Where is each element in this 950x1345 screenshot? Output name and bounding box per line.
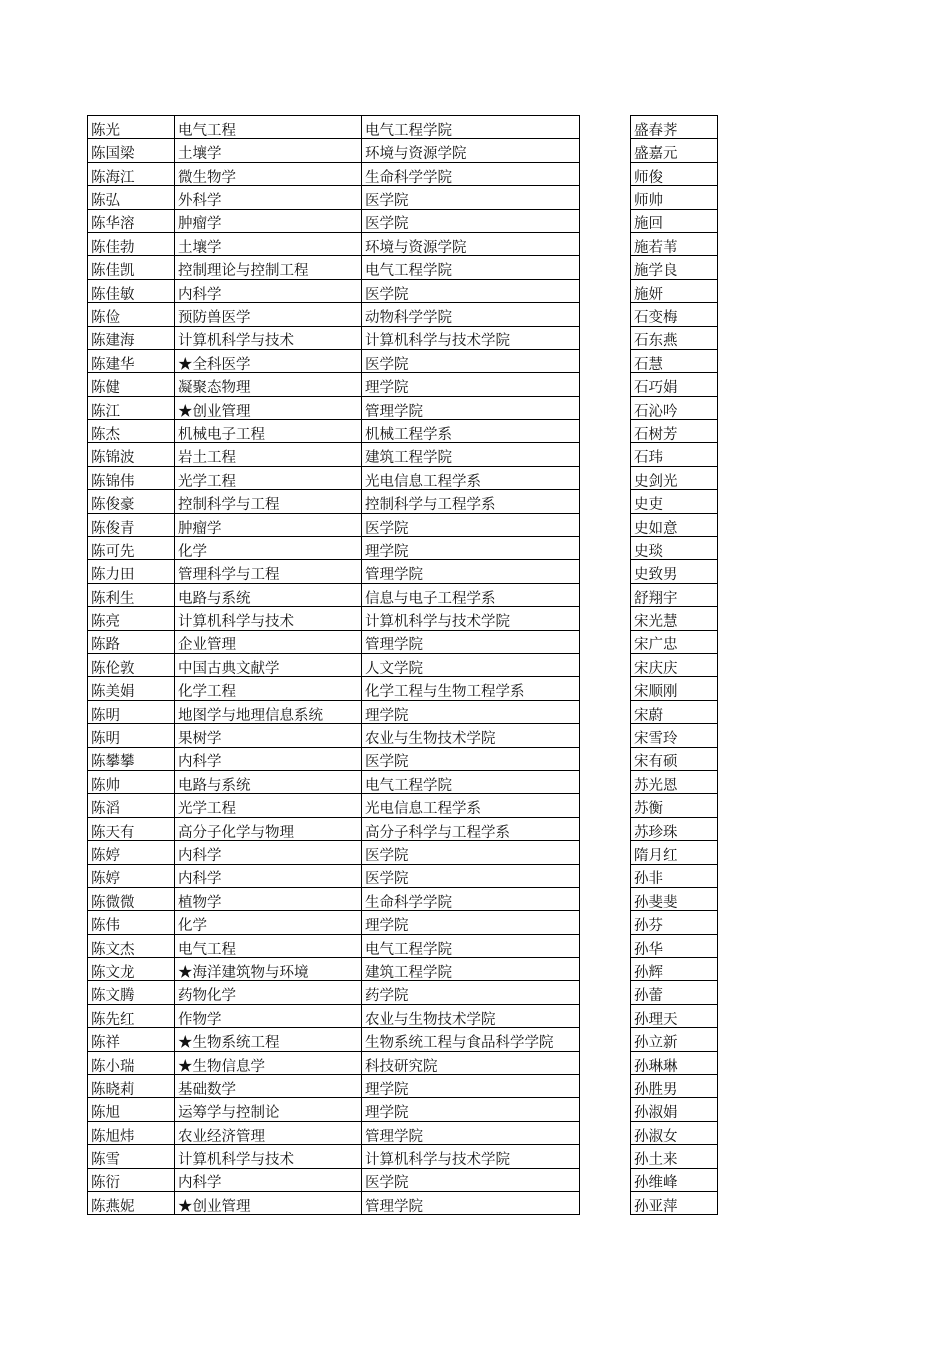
name-cell[interactable]: 石慧	[631, 349, 718, 372]
college-cell[interactable]: 生命科学学院	[362, 887, 580, 910]
name-cell[interactable]: 陈俭	[88, 303, 175, 326]
name-cell[interactable]: 宋有硕	[631, 747, 718, 770]
table-row	[631, 396, 718, 419]
name-cell[interactable]: 史琰	[631, 537, 718, 560]
table-row	[631, 794, 718, 817]
college-cell[interactable]: 环境与资源学院	[362, 232, 580, 255]
table-row	[88, 1145, 580, 1168]
table-row	[88, 1075, 580, 1098]
table-row	[631, 911, 718, 934]
table-row	[631, 770, 718, 793]
table-row	[88, 864, 580, 887]
table-row	[631, 934, 718, 957]
college-cell[interactable]: 医学院	[362, 513, 580, 536]
major-cell[interactable]: 内科学	[175, 747, 362, 770]
college-cell[interactable]: 电气工程学院	[362, 934, 580, 957]
major-cell[interactable]: 光学工程	[175, 466, 362, 489]
table-row	[88, 256, 580, 279]
major-cell[interactable]: 预防兽医学	[175, 303, 362, 326]
college-cell[interactable]: 管理学院	[362, 1121, 580, 1144]
college-cell[interactable]: 光电信息工程学系	[362, 794, 580, 817]
name-cell[interactable]: 孙芬	[631, 911, 718, 934]
major-cell[interactable]: 基础数学	[175, 1075, 362, 1098]
major-cell[interactable]: 内科学	[175, 841, 362, 864]
major-cell[interactable]: 运筹学与控制论	[175, 1098, 362, 1121]
side-table-body	[631, 116, 718, 1215]
major-cell[interactable]: 内科学	[175, 279, 362, 302]
main-table-body	[88, 116, 580, 1215]
major-cell[interactable]: 土壤学	[175, 139, 362, 162]
table-row	[88, 677, 580, 700]
table-row	[631, 958, 718, 981]
table-row	[88, 934, 580, 957]
table-row	[631, 232, 718, 255]
table-row	[88, 513, 580, 536]
side-table	[630, 115, 718, 1215]
major-cell[interactable]: 电路与系统	[175, 770, 362, 793]
name-cell[interactable]: 孙辉	[631, 958, 718, 981]
name-cell[interactable]: 陈滔	[88, 794, 175, 817]
college-cell[interactable]: 机械工程学系	[362, 420, 580, 443]
table-row	[88, 911, 580, 934]
major-cell[interactable]: 高分子化学与物理	[175, 817, 362, 840]
table-row	[631, 1004, 718, 1027]
major-cell[interactable]: 控制科学与工程	[175, 490, 362, 513]
table-row	[88, 583, 580, 606]
college-cell[interactable]: 理学院	[362, 1075, 580, 1098]
name-cell[interactable]: 陈婷	[88, 864, 175, 887]
table-row	[631, 747, 718, 770]
table-row	[88, 420, 580, 443]
name-cell[interactable]: 陈伦敦	[88, 653, 175, 676]
major-cell[interactable]: 光学工程	[175, 794, 362, 817]
name-cell[interactable]: 陈锦伟	[88, 466, 175, 489]
table-row	[631, 724, 718, 747]
name-cell[interactable]: 陈晓莉	[88, 1075, 175, 1098]
table-row	[631, 841, 718, 864]
name-cell[interactable]: 孙胜男	[631, 1075, 718, 1098]
table-row	[631, 1075, 718, 1098]
name-cell[interactable]: 孙淑娟	[631, 1098, 718, 1121]
table-row	[631, 490, 718, 513]
major-cell[interactable]: 作物学	[175, 1004, 362, 1027]
name-cell[interactable]: 陈文龙	[88, 958, 175, 981]
table-row	[88, 232, 580, 255]
college-cell[interactable]: 计算机科学与技术学院	[362, 326, 580, 349]
college-cell[interactable]: 理学院	[362, 1098, 580, 1121]
name-cell[interactable]: 陈光	[88, 116, 175, 139]
college-cell[interactable]: 人文学院	[362, 653, 580, 676]
college-cell[interactable]: 管理学院	[362, 396, 580, 419]
major-cell[interactable]: 中国古典文献学	[175, 653, 362, 676]
college-cell[interactable]: 管理学院	[362, 560, 580, 583]
name-cell[interactable]: 史致男	[631, 560, 718, 583]
college-cell[interactable]: 控制科学与工程学系	[362, 490, 580, 513]
name-cell[interactable]: 石沁吟	[631, 396, 718, 419]
table-row	[88, 279, 580, 302]
name-cell[interactable]: 孙斐斐	[631, 887, 718, 910]
table-row	[88, 373, 580, 396]
table-row	[88, 537, 580, 560]
table-row	[88, 817, 580, 840]
name-cell[interactable]: 宋光慧	[631, 607, 718, 630]
name-cell[interactable]: 陈旭	[88, 1098, 175, 1121]
college-cell[interactable]: 光电信息工程学系	[362, 466, 580, 489]
college-cell[interactable]: 管理学院	[362, 630, 580, 653]
major-cell[interactable]: 内科学	[175, 864, 362, 887]
college-cell[interactable]: 电气工程学院	[362, 256, 580, 279]
name-cell[interactable]: 陈俊豪	[88, 490, 175, 513]
name-cell[interactable]: 陈雪	[88, 1145, 175, 1168]
table-row	[631, 537, 718, 560]
major-cell[interactable]: 肿瘤学	[175, 513, 362, 536]
college-cell[interactable]: 医学院	[362, 1168, 580, 1191]
college-cell[interactable]: 计算机科学与技术学院	[362, 607, 580, 630]
name-cell[interactable]: 陈健	[88, 373, 175, 396]
major-cell[interactable]: ★创业管理	[175, 1191, 362, 1214]
table-row	[631, 981, 718, 1004]
name-cell[interactable]: 施学良	[631, 256, 718, 279]
name-cell[interactable]: 陈帅	[88, 770, 175, 793]
college-cell[interactable]: 生物系统工程与食品科学学院	[362, 1028, 580, 1051]
major-cell[interactable]: 农业经济管理	[175, 1121, 362, 1144]
table-row	[631, 630, 718, 653]
major-cell[interactable]: 地图学与地理信息系统	[175, 700, 362, 723]
major-cell[interactable]: 电路与系统	[175, 583, 362, 606]
name-cell[interactable]: 陈佳凯	[88, 256, 175, 279]
table-row	[88, 209, 580, 232]
name-cell[interactable]: 石巧娟	[631, 373, 718, 396]
table-row	[631, 864, 718, 887]
name-cell[interactable]: 陈天有	[88, 817, 175, 840]
table-row	[88, 396, 580, 419]
name-cell[interactable]: 苏光恩	[631, 770, 718, 793]
major-cell[interactable]: 微生物学	[175, 162, 362, 185]
college-cell[interactable]: 医学院	[362, 747, 580, 770]
major-cell[interactable]: 机械电子工程	[175, 420, 362, 443]
name-cell[interactable]: 陈海江	[88, 162, 175, 185]
college-cell[interactable]: 环境与资源学院	[362, 139, 580, 162]
table-row	[631, 653, 718, 676]
major-cell[interactable]: 肿瘤学	[175, 209, 362, 232]
name-cell[interactable]: 盛春荠	[631, 116, 718, 139]
table-row	[88, 560, 580, 583]
table-row	[631, 560, 718, 583]
name-cell[interactable]: 陈伟	[88, 911, 175, 934]
college-cell[interactable]: 化学工程与生物工程学系	[362, 677, 580, 700]
college-cell[interactable]: 农业与生物技术学院	[362, 1004, 580, 1027]
name-cell[interactable]: 史吏	[631, 490, 718, 513]
table-row	[631, 1121, 718, 1144]
table-row	[88, 490, 580, 513]
table-row	[88, 349, 580, 372]
table-row	[631, 1098, 718, 1121]
table-row	[631, 607, 718, 630]
name-cell[interactable]: 隋月红	[631, 841, 718, 864]
name-cell[interactable]: 陈可先	[88, 537, 175, 560]
table-row	[88, 139, 580, 162]
major-cell[interactable]: 企业管理	[175, 630, 362, 653]
college-cell[interactable]: 电气工程学院	[362, 770, 580, 793]
table-row	[631, 1051, 718, 1074]
table-row	[88, 1098, 580, 1121]
major-cell[interactable]: 电气工程	[175, 934, 362, 957]
name-cell[interactable]: 陈力田	[88, 560, 175, 583]
name-cell[interactable]: 陈弘	[88, 186, 175, 209]
name-cell[interactable]: 陈微微	[88, 887, 175, 910]
table-row	[88, 607, 580, 630]
name-cell[interactable]: 陈利生	[88, 583, 175, 606]
name-cell[interactable]: 石变梅	[631, 303, 718, 326]
table-row	[88, 770, 580, 793]
college-cell[interactable]: 电气工程学院	[362, 116, 580, 139]
name-cell[interactable]: 孙维峰	[631, 1168, 718, 1191]
college-cell[interactable]: 理学院	[362, 700, 580, 723]
major-cell[interactable]: ★创业管理	[175, 396, 362, 419]
table-row	[631, 677, 718, 700]
name-cell[interactable]: 宋雪玲	[631, 724, 718, 747]
name-cell[interactable]: 陈建华	[88, 349, 175, 372]
major-cell[interactable]: 果树学	[175, 724, 362, 747]
major-cell[interactable]: 凝聚态物理	[175, 373, 362, 396]
table-row	[631, 817, 718, 840]
table-row	[88, 841, 580, 864]
major-cell[interactable]: ★全科医学	[175, 349, 362, 372]
major-cell[interactable]: 岩土工程	[175, 443, 362, 466]
name-cell[interactable]: 陈亮	[88, 607, 175, 630]
name-cell[interactable]: 陈明	[88, 700, 175, 723]
name-cell[interactable]: 孙立新	[631, 1028, 718, 1051]
table-row	[88, 981, 580, 1004]
major-cell[interactable]: 内科学	[175, 1168, 362, 1191]
name-cell[interactable]: 施回	[631, 209, 718, 232]
table-row	[631, 1028, 718, 1051]
college-cell[interactable]: 医学院	[362, 186, 580, 209]
college-cell[interactable]: 生命科学学院	[362, 162, 580, 185]
name-cell[interactable]: 孙蕾	[631, 981, 718, 1004]
name-cell[interactable]: 陈燕妮	[88, 1191, 175, 1214]
name-cell[interactable]: 陈俊青	[88, 513, 175, 536]
college-cell[interactable]: 理学院	[362, 537, 580, 560]
table-row	[631, 373, 718, 396]
table-row	[88, 1051, 580, 1074]
name-cell[interactable]: 宋庆庆	[631, 653, 718, 676]
college-cell[interactable]: 医学院	[362, 864, 580, 887]
table-row	[631, 583, 718, 606]
table-row	[88, 1168, 580, 1191]
major-cell[interactable]: 土壤学	[175, 232, 362, 255]
name-cell[interactable]: 孙非	[631, 864, 718, 887]
table-row	[88, 794, 580, 817]
name-cell[interactable]: 陈祥	[88, 1028, 175, 1051]
name-cell[interactable]: 苏珍珠	[631, 817, 718, 840]
name-cell[interactable]: 陈江	[88, 396, 175, 419]
name-cell[interactable]: 宋顺刚	[631, 677, 718, 700]
name-cell[interactable]: 石树芳	[631, 420, 718, 443]
name-cell[interactable]: 陈攀攀	[88, 747, 175, 770]
name-cell[interactable]: 孙亚萍	[631, 1191, 718, 1214]
college-cell[interactable]: 理学院	[362, 373, 580, 396]
name-cell[interactable]: 宋蔚	[631, 700, 718, 723]
major-cell[interactable]: 管理科学与工程	[175, 560, 362, 583]
name-cell[interactable]: 孙淑女	[631, 1121, 718, 1144]
name-cell[interactable]: 孙琳琳	[631, 1051, 718, 1074]
college-cell[interactable]: 农业与生物技术学院	[362, 724, 580, 747]
name-cell[interactable]: 陈杰	[88, 420, 175, 443]
name-cell[interactable]: 陈锦波	[88, 443, 175, 466]
table-row	[88, 1004, 580, 1027]
college-cell[interactable]: 建筑工程学院	[362, 958, 580, 981]
name-cell[interactable]: 陈华溶	[88, 209, 175, 232]
name-cell[interactable]: 石玮	[631, 443, 718, 466]
name-cell[interactable]: 陈佳勃	[88, 232, 175, 255]
table-row	[88, 887, 580, 910]
name-cell[interactable]: 陈建海	[88, 326, 175, 349]
name-cell[interactable]: 陈明	[88, 724, 175, 747]
table-row	[631, 420, 718, 443]
name-cell[interactable]: 陈旭炜	[88, 1121, 175, 1144]
name-cell[interactable]: 盛嘉元	[631, 139, 718, 162]
college-cell[interactable]: 高分子科学与工程学系	[362, 817, 580, 840]
college-cell[interactable]: 计算机科学与技术学院	[362, 1145, 580, 1168]
major-cell[interactable]: 电气工程	[175, 116, 362, 139]
name-cell[interactable]: 陈国梁	[88, 139, 175, 162]
table-row	[631, 513, 718, 536]
table-row	[631, 326, 718, 349]
major-cell[interactable]: 药物化学	[175, 981, 362, 1004]
name-cell[interactable]: 陈文腾	[88, 981, 175, 1004]
table-row	[631, 443, 718, 466]
table-row	[631, 186, 718, 209]
college-cell[interactable]: 药学院	[362, 981, 580, 1004]
name-cell[interactable]: 陈路	[88, 630, 175, 653]
college-cell[interactable]: 管理学院	[362, 1191, 580, 1214]
college-cell[interactable]: 科技研究院	[362, 1051, 580, 1074]
table-row	[631, 1168, 718, 1191]
table-row	[88, 630, 580, 653]
major-cell[interactable]: 植物学	[175, 887, 362, 910]
table-row	[88, 747, 580, 770]
table-row	[88, 326, 580, 349]
name-cell[interactable]: 石东燕	[631, 326, 718, 349]
name-cell[interactable]: 史如意	[631, 513, 718, 536]
table-row	[631, 303, 718, 326]
college-cell[interactable]: 理学院	[362, 911, 580, 934]
name-cell[interactable]: 宋广忠	[631, 630, 718, 653]
table-row	[88, 1121, 580, 1144]
major-cell[interactable]: ★生物系统工程	[175, 1028, 362, 1051]
table-row	[631, 1145, 718, 1168]
college-cell[interactable]: 动物科学学院	[362, 303, 580, 326]
name-cell[interactable]: 陈佳敏	[88, 279, 175, 302]
table-row	[631, 700, 718, 723]
major-cell[interactable]: 计算机科学与技术	[175, 1145, 362, 1168]
table-row	[631, 1191, 718, 1214]
table-row	[631, 466, 718, 489]
name-cell[interactable]: 孙土来	[631, 1145, 718, 1168]
name-cell[interactable]: 史剑光	[631, 466, 718, 489]
major-cell[interactable]: ★生物信息学	[175, 1051, 362, 1074]
table-row	[631, 256, 718, 279]
table-row	[631, 209, 718, 232]
name-cell[interactable]: 孙华	[631, 934, 718, 957]
table-row	[631, 139, 718, 162]
name-cell[interactable]: 陈衍	[88, 1168, 175, 1191]
table-row	[88, 724, 580, 747]
name-cell[interactable]: 陈小瑞	[88, 1051, 175, 1074]
major-cell[interactable]: 化学工程	[175, 677, 362, 700]
table-row	[88, 958, 580, 981]
major-cell[interactable]: 化学	[175, 911, 362, 934]
table-row	[88, 443, 580, 466]
college-cell[interactable]: 医学院	[362, 349, 580, 372]
major-cell[interactable]: 化学	[175, 537, 362, 560]
table-row	[88, 466, 580, 489]
table-row	[88, 1028, 580, 1051]
table-row	[88, 116, 580, 139]
table-row	[631, 279, 718, 302]
name-cell[interactable]: 师俊	[631, 162, 718, 185]
name-cell[interactable]: 施若苇	[631, 232, 718, 255]
table-row	[88, 303, 580, 326]
name-cell[interactable]: 施妍	[631, 279, 718, 302]
table-row	[88, 700, 580, 723]
table-row	[631, 887, 718, 910]
major-cell[interactable]: ★海洋建筑物与环境	[175, 958, 362, 981]
name-cell[interactable]: 陈文杰	[88, 934, 175, 957]
table-row	[88, 1191, 580, 1214]
name-cell[interactable]: 陈美娟	[88, 677, 175, 700]
table-row	[631, 162, 718, 185]
college-cell[interactable]: 医学院	[362, 209, 580, 232]
college-cell[interactable]: 建筑工程学院	[362, 443, 580, 466]
major-cell[interactable]: 外科学	[175, 186, 362, 209]
name-cell[interactable]: 舒翔宇	[631, 583, 718, 606]
name-cell[interactable]: 苏衡	[631, 794, 718, 817]
name-cell[interactable]: 陈先红	[88, 1004, 175, 1027]
table-row	[631, 349, 718, 372]
major-cell[interactable]: 控制理论与控制工程	[175, 256, 362, 279]
major-cell[interactable]: 计算机科学与技术	[175, 607, 362, 630]
college-cell[interactable]: 医学院	[362, 279, 580, 302]
name-cell[interactable]: 师帅	[631, 186, 718, 209]
college-cell[interactable]: 信息与电子工程学系	[362, 583, 580, 606]
table-row	[88, 653, 580, 676]
name-cell[interactable]: 孙理天	[631, 1004, 718, 1027]
table-row	[88, 162, 580, 185]
table-row	[88, 186, 580, 209]
main-table	[87, 115, 580, 1215]
table-row	[631, 116, 718, 139]
major-cell[interactable]: 计算机科学与技术	[175, 326, 362, 349]
college-cell[interactable]: 医学院	[362, 841, 580, 864]
name-cell[interactable]: 陈婷	[88, 841, 175, 864]
